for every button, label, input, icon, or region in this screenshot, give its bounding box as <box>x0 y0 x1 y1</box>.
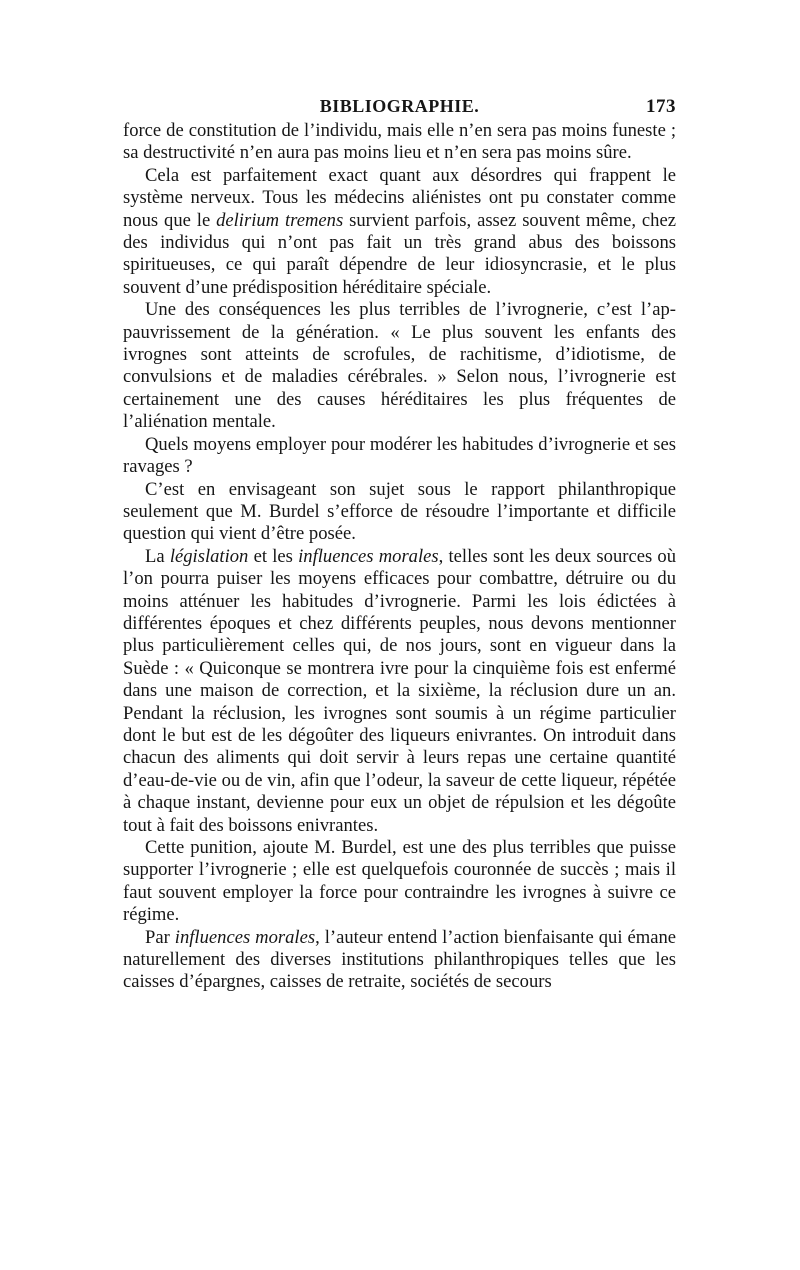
text-run: C’est en envisageant son sujet sous le rapport philanthropique seulement que M. Burdel s’efforce de résoudre l’importante et difficile question qui vient d’être posée. <box>123 478 676 545</box>
paragraph-continued <box>123 120 676 165</box>
text-run: force de constitution de l’individu, mais elle n’en sera pas moins funeste ; sa destructivité n’en aura pas moins lieu et n’en sera pas moins sûre. <box>123 120 676 164</box>
text-run: Par <box>145 926 175 948</box>
paragraph-legislation <box>123 546 676 837</box>
text-run: Quels moyens employer pour modérer les habitudes d’ivrognerie et ses ravages ? <box>123 433 676 478</box>
running-head <box>123 96 676 120</box>
running-head-title: BIBLIOGRAPHIE. <box>319 96 480 116</box>
text-run: et les <box>248 545 299 567</box>
text-run: , l’auteur entend l’action bienfaisante qui émane naturellement des diverses institutions philanthropiques telles que les caisses d’épargnes, caisses de retraite, sociétés de secours <box>123 926 677 993</box>
paragraph-delirium <box>123 165 676 299</box>
page-number: 173 <box>646 96 676 117</box>
text-run: Cela est parfaitement exact quant aux désordres qui frappent le système nerveux. Tous les médecins aliénistes ont pu constater comme nous que le <box>123 164 676 231</box>
text-run: Cette punition, ajoute M. Burdel, est une des plus terribles que puisse supporter l’ivrognerie ; elle est quelquefois couronnée de succès ; mais il faut souvent employer la force pour contraindre les ivrognes à suivre ce régime. <box>123 837 676 926</box>
body-text <box>123 120 676 994</box>
text-run: survient parfois, assez souvent même, chez des individus qui n’ont pas fait un très grand abus des boissons spiritueuses, ce qui paraît dépendre de leur idiosyncrasie, et le plus souvent d’une prédisposition héréditaire spéciale. <box>123 209 676 298</box>
paragraph-influences <box>123 927 676 994</box>
text-run: Une des conséquences les plus terribles de l’ivrognerie, c’est l’appauvrissement de la génération. « Le plus souvent les enfants des ivrognes sont atteints de scrofules, de rachitisme, d’idiotisme, de convulsions et de maladies cérébrales. » Selon nous, l’ivrognerie est certainement une des causes héréditaires les plus fréquentes de l’aliénation mentale. <box>123 299 676 433</box>
paragraph-punition <box>123 837 676 927</box>
paragraph-burdel <box>123 479 676 546</box>
text-run: La <box>145 545 170 567</box>
italic-term: influences morales <box>298 545 439 567</box>
paragraph-question <box>123 434 676 479</box>
italic-term: delirium tremens <box>216 209 344 231</box>
italic-term: législation <box>169 545 249 567</box>
book-page <box>123 96 676 994</box>
paragraph-generation <box>123 299 676 433</box>
italic-term: influences morales <box>174 926 316 948</box>
text-run: , telles sont les deux sources où l’on pourra puiser les moyens efficaces pour combattre, détruire ou du moins atténuer les habitudes d’ivrognerie. Parmi les lois édictées à différentes époques et chez différents peuples, nous devons mentionner plus particulièrement celles qui, de nos jours, sont en vigueur dans la Suède : « Quiconque se montrera ivre pour la cinquième fois est enfermé dans une maison de correction, et la sixième, la réclusion dure un an. Pendant la réclusion, les ivrognes sont soumis à un régime particulier dont le but est de les dégoûter des liqueurs enivrantes. On introduit dans chacun des aliments qui doit servir à leurs repas une certaine quantité d’eau-de-vie ou de vin, afin que l’odeur, la saveur de cette liqueur, répétée à chaque instant, devienne pour eux un objet de répulsion et les dégoûte tout à fait des boissons enivrantes. <box>123 545 677 836</box>
